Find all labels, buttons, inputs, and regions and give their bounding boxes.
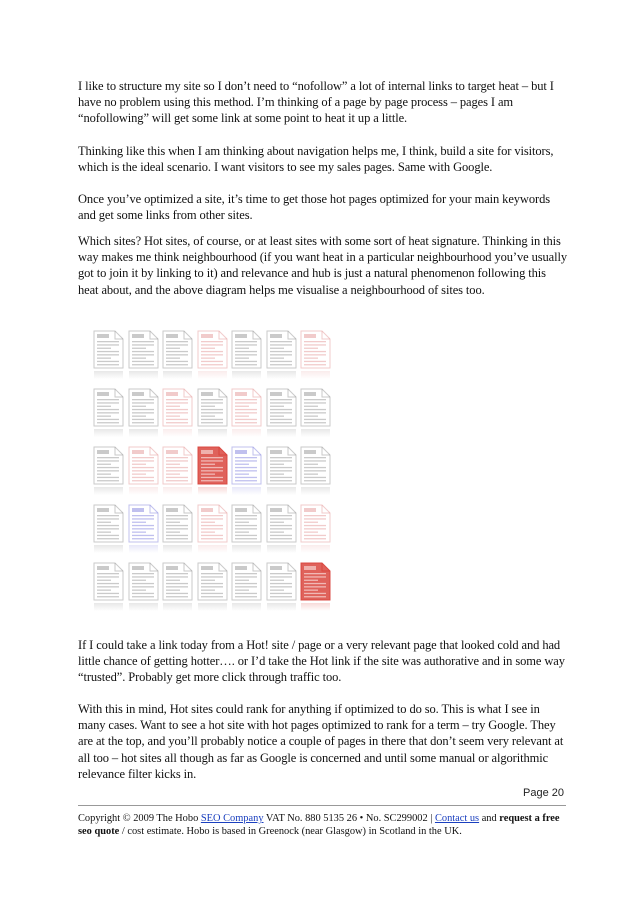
footer-copyright: Copyright © 2009 The Hobo <box>78 813 201 824</box>
icon-reflection <box>198 545 227 553</box>
document-icon-grey <box>92 330 126 370</box>
icon-reflection <box>267 545 296 553</box>
icon-reflection <box>163 545 192 553</box>
heat-map-diagram <box>92 330 342 605</box>
icon-reflection <box>129 429 158 437</box>
document-icon-grey <box>265 330 299 370</box>
document-icon-grey <box>299 446 333 486</box>
document-icon-pink <box>230 388 264 428</box>
paragraph: I like to structure my site so I don’t need to “nofollow” a lot of internal links to target heat – but I have no problem using this method. I’m thinking of a page by page process – pages I am “nofollowing” will get some link at some point to heat it up a little. <box>78 79 554 126</box>
document-icon-grey <box>265 446 299 486</box>
icon-reflection <box>94 603 123 611</box>
document-icon-red <box>299 562 333 602</box>
document-icon-grey <box>299 388 333 428</box>
contact-us-link[interactable]: Contact us <box>434 813 480 824</box>
document-icon-grey <box>127 562 161 602</box>
document-icon-grey <box>127 330 161 370</box>
document-icon-blue <box>230 446 264 486</box>
icon-reflection <box>129 487 158 495</box>
document-icon-grey <box>92 388 126 428</box>
document-icon-blue <box>127 504 161 544</box>
paragraph: If I could take a link today from a Hot! site / page or a very relevant page that looked cold and had little chance of getting hotter…. or I’d take the Hot link if the site was authorative and in some way “trusted”. Probably get more click through traffic too. <box>78 638 565 685</box>
document-icon-red <box>196 446 230 486</box>
icon-reflection <box>267 429 296 437</box>
document-icon-grey <box>196 388 230 428</box>
document-icon-grey <box>230 504 264 544</box>
footer-and: and <box>479 813 500 824</box>
document-icon-pink <box>196 330 230 370</box>
paragraph: Thinking like this when I am thinking about navigation helps me, I think, build a site for visitors, which is the ideal scenario. I want visitors to see my sales pages. Same with Google. <box>78 144 554 175</box>
icon-reflection <box>94 371 123 379</box>
icon-reflection <box>198 429 227 437</box>
document-icon-grey <box>161 504 195 544</box>
icon-reflection <box>163 603 192 611</box>
icon-reflection <box>163 487 192 495</box>
icon-reflection <box>163 371 192 379</box>
icon-reflection <box>301 487 330 495</box>
icon-reflection <box>94 429 123 437</box>
document-icon-grey <box>92 562 126 602</box>
footer-vat: VAT No. 880 5135 26 • No. SC299002 | <box>263 813 435 824</box>
document-icon-grey <box>230 562 264 602</box>
icon-reflection <box>301 603 330 611</box>
icon-reflection <box>301 429 330 437</box>
icon-reflection <box>198 603 227 611</box>
document-icon-grey <box>230 330 264 370</box>
seo-company-link[interactable]: SEO Company <box>200 813 264 824</box>
document-icon-grey <box>92 504 126 544</box>
paragraph: Which sites? Hot sites, of course, or at least sites with some sort of heat signature. Thinking in this way makes me think neighbourhood (if you want heat in a particular neighbourhood you’ve usually got to join it by linking to it) and relevance and hub is just a natural phenomenon following this heat about, and the above diagram helps me visualise a neighbourhood of sites too. <box>78 234 567 297</box>
document-icon-pink <box>299 504 333 544</box>
footer-divider <box>78 805 566 806</box>
document-icon-grey <box>265 562 299 602</box>
document-icon-grey <box>196 562 230 602</box>
document-icon-pink <box>161 388 195 428</box>
icon-reflection <box>267 371 296 379</box>
document-icon-grey <box>161 562 195 602</box>
document-icon-pink <box>196 504 230 544</box>
document-icon-grey <box>92 446 126 486</box>
footer-rest: / cost estimate. Hobo is based in Greenock (near Glasgow) in Scotland in the UK. <box>119 826 462 837</box>
icon-reflection <box>94 487 123 495</box>
paragraph: Once you’ve optimized a site, it’s time to get those hot pages optimized for your main keywords and get some links from other sites. <box>78 192 550 223</box>
icon-reflection <box>198 371 227 379</box>
icon-reflection <box>129 545 158 553</box>
document-icon-grey <box>161 330 195 370</box>
icon-reflection <box>232 371 261 379</box>
icon-reflection <box>267 603 296 611</box>
icon-reflection <box>301 371 330 379</box>
document-icon-pink <box>161 446 195 486</box>
icon-reflection <box>232 545 261 553</box>
icon-reflection <box>129 371 158 379</box>
paragraph: With this in mind, Hot sites could rank for anything if optimized to do so. This is what I see in many cases. Want to see a hot site with hot pages optimized to rank for a term – try Google. They are at the top, and you’ll probably notice a couple of pages in there that don’t seem very relevant at all too – hot sites all though as far as Google is concerned and until some manual or algorithmic relevance filter kicks in. <box>78 702 564 781</box>
icon-reflection <box>198 487 227 495</box>
document-icon-pink <box>299 330 333 370</box>
icon-reflection <box>301 545 330 553</box>
document-icon-grey <box>265 504 299 544</box>
icon-reflection <box>94 545 123 553</box>
icon-reflection <box>129 603 158 611</box>
document-icon-pink <box>127 446 161 486</box>
icon-reflection <box>267 487 296 495</box>
icon-reflection <box>232 603 261 611</box>
document-icon-grey <box>265 388 299 428</box>
icon-reflection <box>163 429 192 437</box>
page-number: Page 20 <box>523 787 564 799</box>
request-quote-text: request a free seo quote <box>78 813 560 837</box>
footer <box>78 812 568 838</box>
document-icon-grey <box>127 388 161 428</box>
icon-reflection <box>232 487 261 495</box>
icon-reflection <box>232 429 261 437</box>
